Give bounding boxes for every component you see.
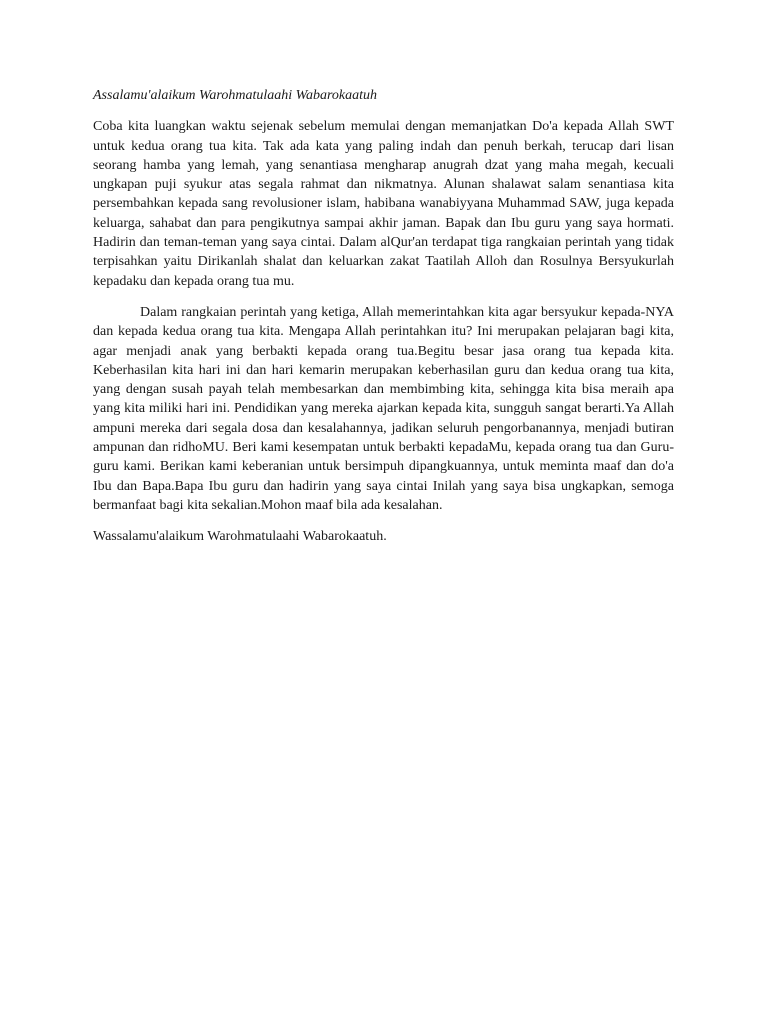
paragraph-opening: Coba kita luangkan waktu sejenak sebelum memulai dengan memanjatkan Do'a kepada Allah SWT untuk kedua orang tua kita. Tak ada kata yang paling indah dan penuh berkah, terucap dari lisan seorang hamba yang lemah, yang senantiasa mengharap anugrah dzat yang maha megah, kecuali ungkapan puji syukur atas segala rahmat dan nikmatnya. Alunan shalawat salam senantiasa kita persembahkan kepada sang revolusioner islam, habibana wanabiyyana Muhammad SAW, juga kepada keluarga, sahabat dan para pengikutnya sampai akhir jaman. Bapak dan Ibu guru yang saya hormati. Hadirin dan teman-teman yang saya cintai. Dalam alQur'an terdapat tiga rangkaian perintah yang tidak terpisahkan yaitu Dirikanlah shalat dan keluarkan zakat Taatilah Alloh dan Rosulnya Bersyukurlah kepadaku dan kepada orang tua mu. [93, 119, 674, 289]
greeting-text: Assalamu'alaikum Warohmatulaahi Wabarokaatuh [93, 88, 378, 103]
paragraph-main: Dalam rangkaian perintah yang ketiga, Allah memerintahkan kita agar bersyukur kepada-NYA dan kepada kedua orang tua kita. Mengapa Allah perintahkan itu? Ini merupakan pelajaran bagi kita, agar menjadi anak yang berbakti kepada orang tua.Begitu besar jasa orang tua kepada kita. Keberhasilan kita hari ini dan hari kemarin merupakan keberhasilan guru dan kedua orang tua kita, yang dengan susah payah telah membesarkan dan membimbing kita, sehingga kita bisa meraih apa yang kita miliki hari ini. Pendidikan yang mereka ajarkan kepada kita, sungguh sangat berarti.Ya Allah ampuni mereka dari segala dosa dan kesalahannya, jadikan seluruh pengorbanannya, menjadi butiran ampunan dan ridhoMU. Beri kami kesempatan untuk berbakti kepadaMu, kepada orang tua dan Guru-guru kami. Berikan kami keberanian untuk bersimpuh dipangkuannya, untuk meminta maaf dan do'a Ibu dan Bapa.Bapa Ibu guru dan hadirin yang saya cintai Inilah yang saya bisa ungkapkan, semoga bermanfaat bagi kita sekalian.Mohon maaf bila ada kesalahan. [93, 304, 674, 513]
closing-text: Wassalamu'alaikum Warohmatulaahi Wabarokaatuh. [93, 529, 387, 545]
document-body [93, 86, 674, 547]
